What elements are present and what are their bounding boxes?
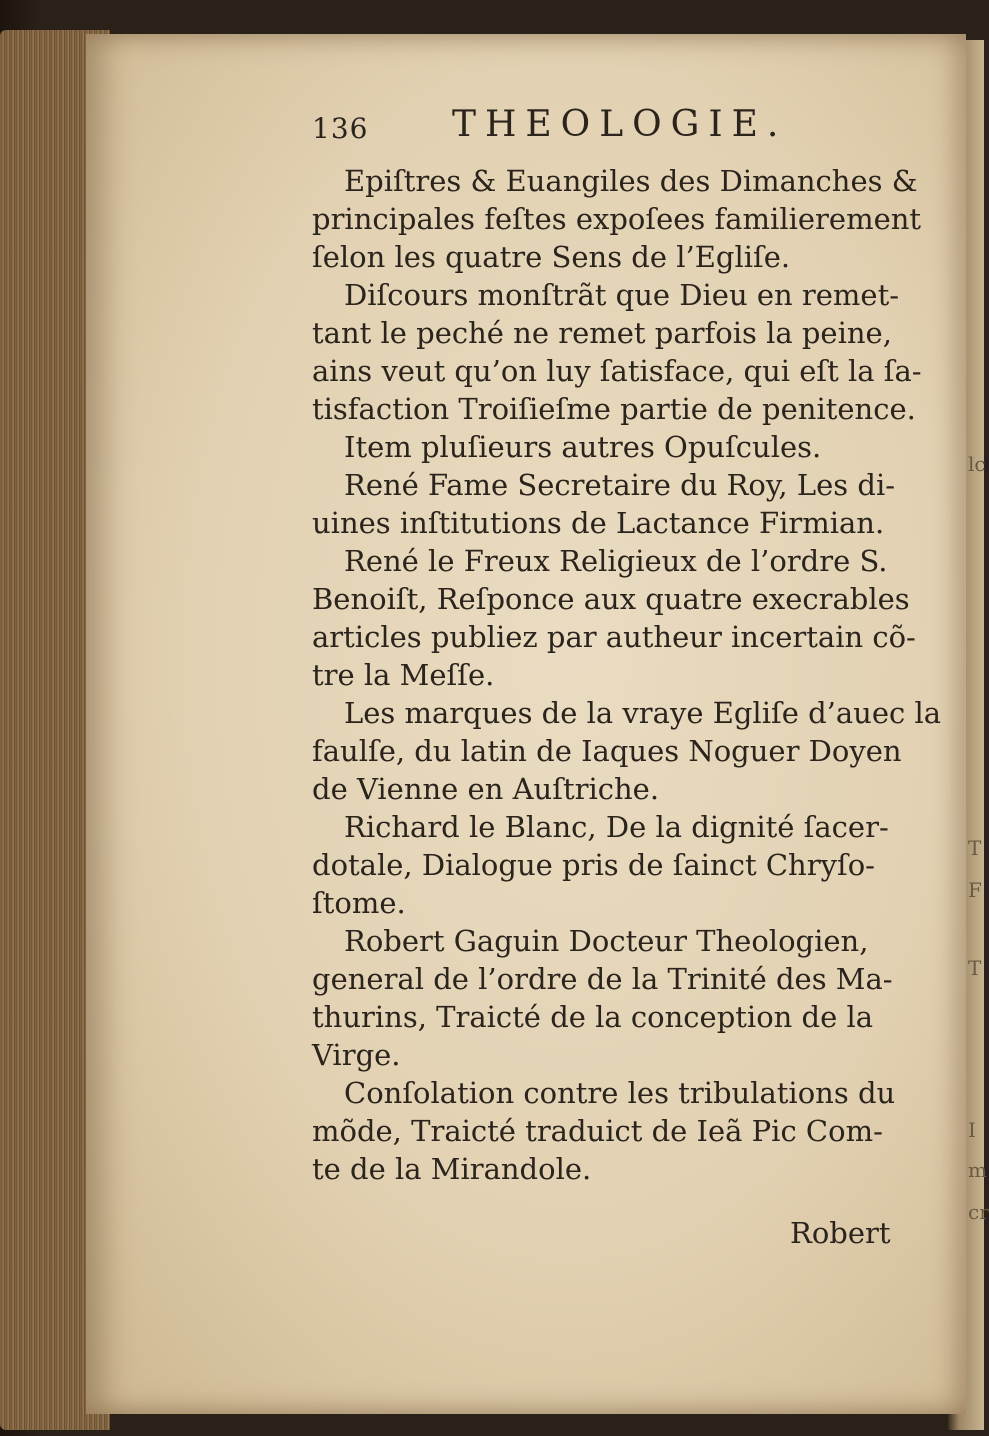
text-line: Benoiſt, Reſponce aux quatre execrables (312, 582, 910, 616)
facing-page-fragment: T (968, 956, 982, 980)
facing-page-fragment: cr (968, 1200, 989, 1224)
text-line: Item pluſieurs autres Opuſcules. (344, 430, 822, 464)
text-line: ſtome. (312, 886, 406, 920)
running-head (312, 104, 912, 162)
text-line: uines inſtitutions de Lactance Firmian. (312, 506, 885, 540)
text-line: principales feſtes expoſees familierement (312, 202, 922, 236)
text-line: René le Freux Religieux de l’ordre S. (344, 544, 888, 578)
catalogue-entry (312, 162, 922, 276)
text-line: tisfaction Troiſieſme partie de penitence. (312, 392, 916, 426)
text-line: Richard le Blanc, De la dignité ſacer- (344, 810, 889, 844)
text-line: dotale, Dialogue pris de ſainct Chryſo- (312, 848, 875, 882)
text-line: de Vienne en Auſtriche. (312, 772, 660, 806)
text-line: Epiſtres & Euangiles des Dimanches & (344, 164, 918, 198)
catalogue-entry (312, 428, 912, 466)
text-line: ains veut qu’on luy ſatisface, qui eſt la ſa- (312, 354, 922, 388)
facing-page-fragment: m (968, 1158, 987, 1182)
catalogue-entry (312, 808, 912, 922)
catalogue-entry (312, 922, 912, 1074)
catalogue-entry (312, 694, 942, 808)
page-text-block (312, 104, 942, 1188)
catalogue-entry (312, 466, 912, 542)
text-line: te de la Mirandole. (312, 1152, 592, 1186)
text-line: Diſcours monſtrãt que Dieu en remet- (344, 278, 900, 312)
text-line: Les marques de la vraye Egliſe d’auec la (344, 696, 942, 730)
catalogue-entry (312, 276, 922, 428)
text-line: faulſe, du latin de Iaques Noguer Doyen (312, 734, 902, 768)
text-line: Conſolation contre les tribulations du (344, 1076, 896, 1110)
facing-page-fragment: F (968, 878, 982, 902)
catchword: Robert (790, 1216, 891, 1250)
page-heading: THEOLOGIE. (452, 104, 788, 145)
text-line: articles publiez par autheur incertain cõ- (312, 620, 916, 654)
facing-page-fragment: T (968, 836, 982, 860)
text-line: tre la Meſſe. (312, 658, 495, 692)
page-number: 136 (312, 112, 369, 145)
text-line: thurins, Traicté de la conception de la (312, 1000, 874, 1034)
facing-page-fragment: I (968, 1118, 976, 1142)
text-line: general de l’ordre de la Trinité des Ma- (312, 962, 893, 996)
text-line: tant le peché ne remet parfois la peine, (312, 316, 892, 350)
facing-page-fragment: lc (968, 452, 986, 476)
text-line: ſelon les quatre Sens de l’Egliſe. (312, 240, 791, 274)
text-line: René Fame Secretaire du Roy, Les di- (344, 468, 896, 502)
text-line: mõde, Traicté traduict de Ieã Pic Com- (312, 1114, 883, 1148)
text-line: Robert Gaguin Docteur Theologien, (344, 924, 869, 958)
text-line: Virge. (312, 1038, 401, 1072)
catalogue-entry (312, 1074, 912, 1188)
catalogue-entry (312, 542, 916, 694)
